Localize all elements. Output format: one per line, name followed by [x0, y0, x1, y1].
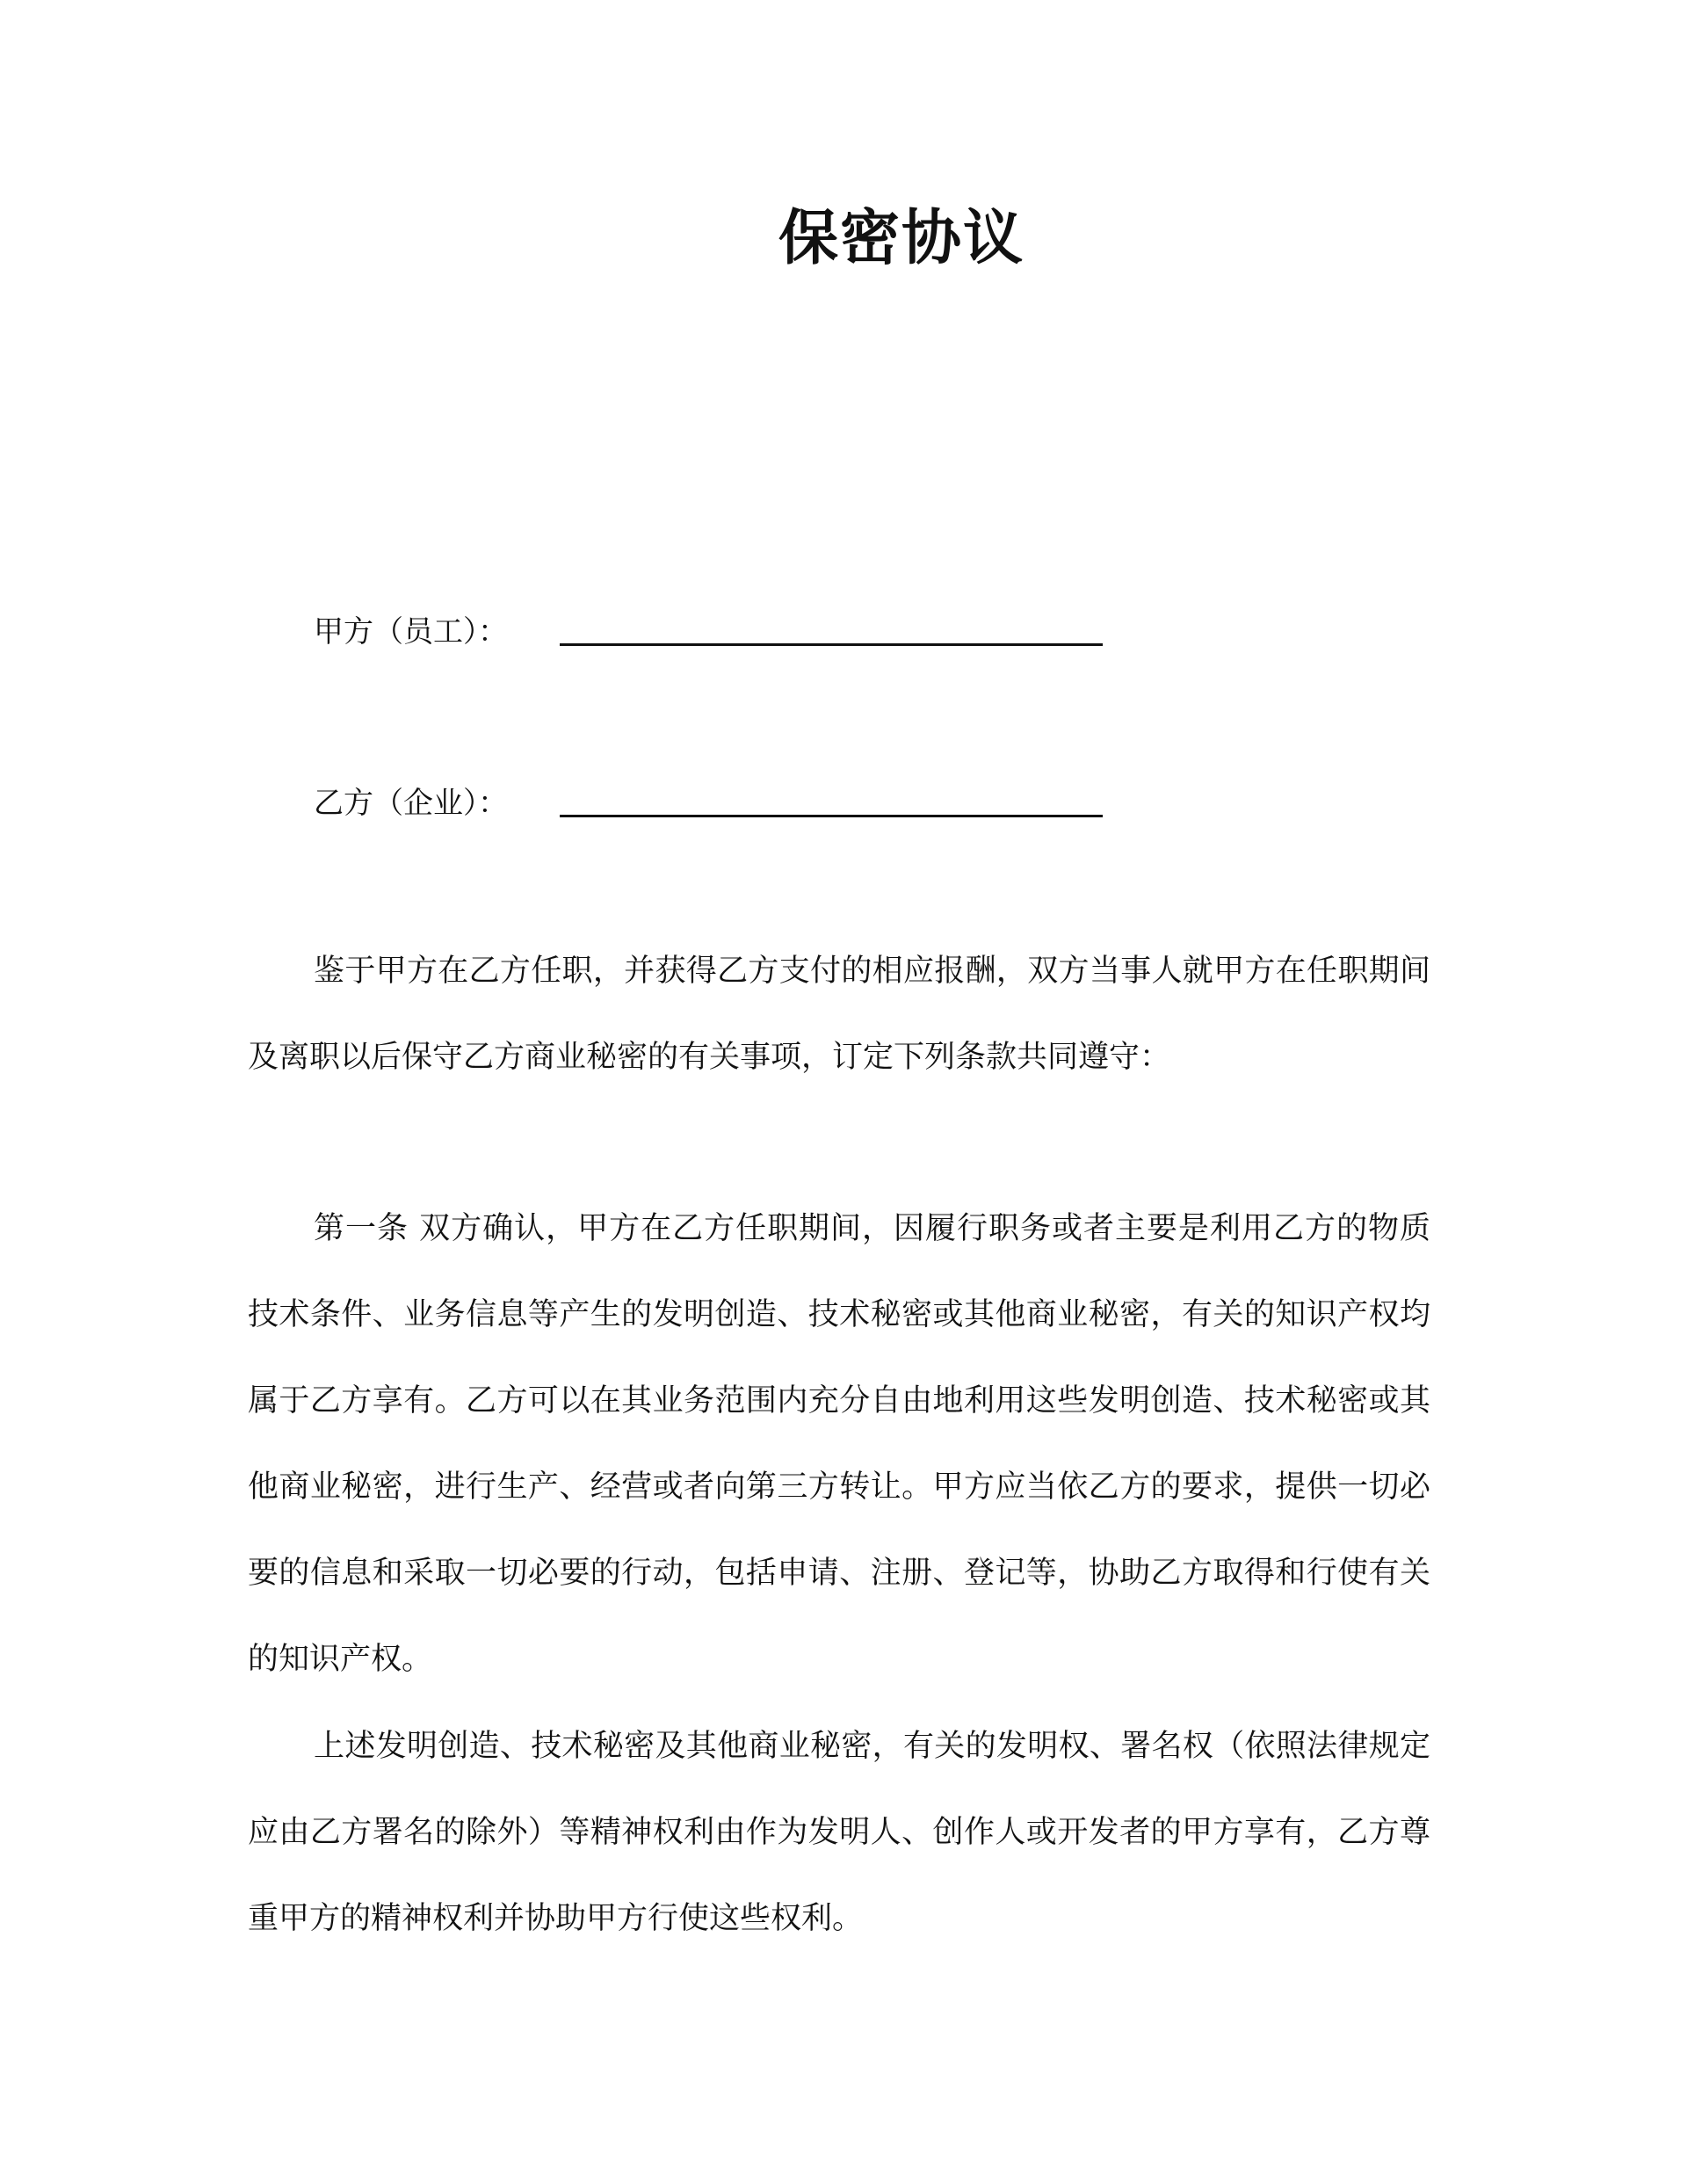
- party-a-label: 甲方（员工）：: [314, 614, 508, 649]
- article-1-continuation-paragraph: 上述发明创造、技术秘密及其他商业秘密，有关的发明权、署名权（依照法律规定应由乙方署名的除外）等精神权利由作为发明人、创作人或开发者的甲方享有，乙方尊重甲方的精神权利并协助甲方行使这些权利。: [248, 1729, 1430, 1936]
- party-b-label: 乙方（企业）：: [314, 786, 508, 821]
- party-b-blank-line: [560, 815, 1103, 817]
- party-a-blank-line: [560, 643, 1103, 646]
- article-1-paragraph: 第一条 双方确认，甲方在乙方任职期间，因履行职务或者主要是利用乙方的物质技术条件、业务信息等产生的发明创造、技术秘密或其他商业秘密，有关的知识产权均属于乙方享有。乙方可以在其业务范围内充分自由地利用这些发明创造、技术秘密或其他商业秘密，进行生产、经营或者向第三方转让。甲方应当依乙方的要求，提供一切必要的信息和采取一切必要的行动，包括申请、注册、登记等，协助乙方取得和行使有关的知识产权。: [248, 1211, 1430, 1677]
- document-title: 保密协议: [778, 203, 1025, 273]
- intro-paragraph: 鉴于甲方在乙方任职，并获得乙方支付的相应报酬，双方当事人就甲方在任职期间及离职以后保守乙方商业秘密的有关事项，订定下列条款共同遵守：: [248, 954, 1430, 1075]
